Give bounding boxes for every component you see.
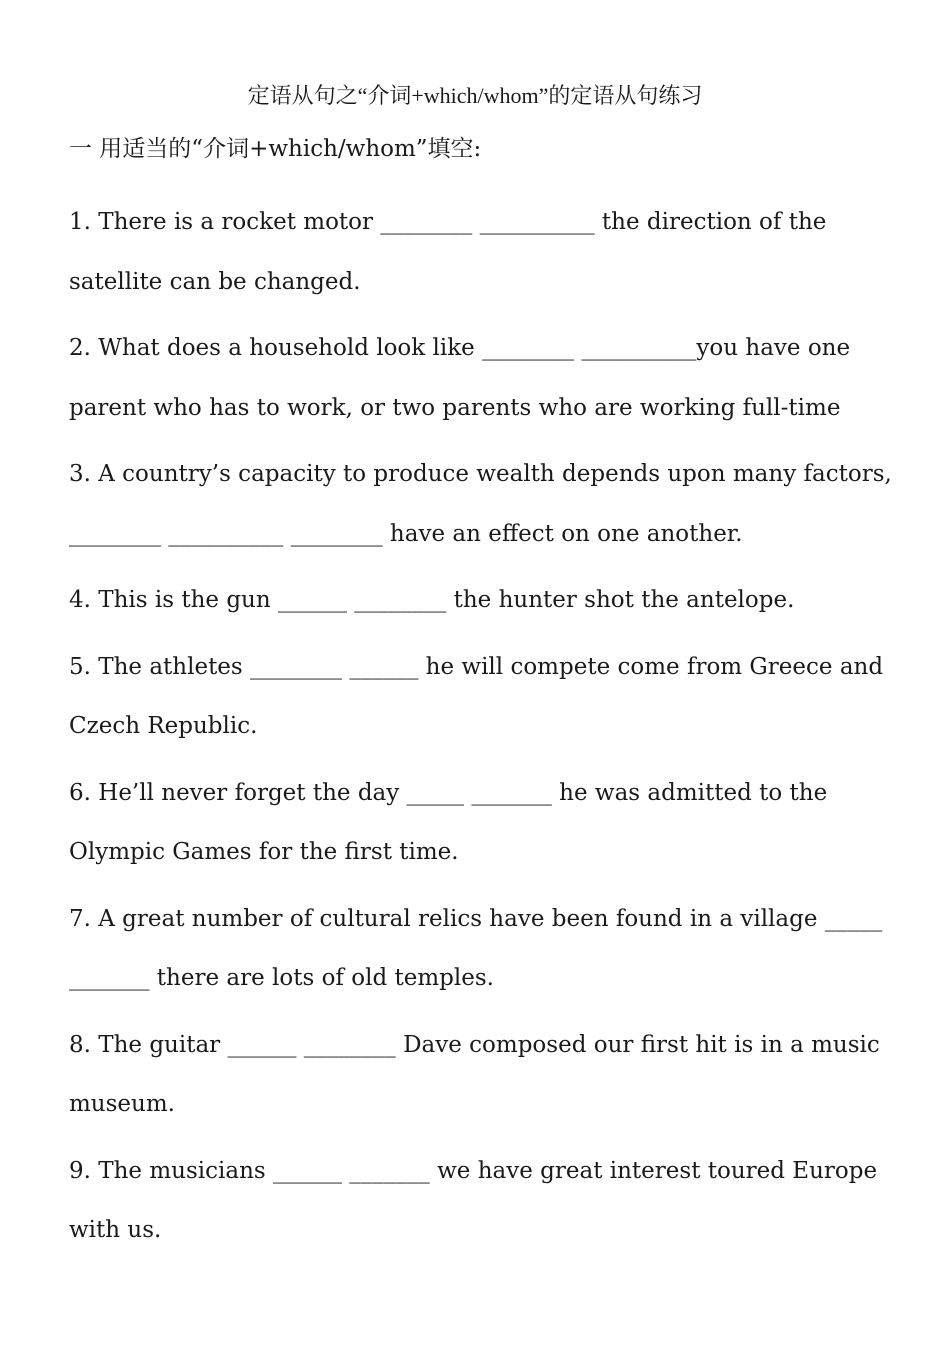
question-text-line: parent who has to work, or two parents who are working full-time [69, 394, 841, 421]
question-item [69, 890, 881, 1009]
question-item [69, 764, 881, 883]
question-text-line: 4. This is the gun ______ ________ the hunter shot the antelope. [69, 587, 795, 613]
question-text-line: museum. [69, 1091, 175, 1117]
question-item [69, 571, 881, 631]
question-item [69, 319, 881, 438]
question-text-line: 3. A country’s capacity to produce wealth depends upon many factors, [69, 461, 892, 487]
question-text-line: Olympic Games for the first time. [69, 839, 459, 865]
question-text-line: Czech Republic. [69, 713, 258, 739]
question-text-line: 1. There is a rocket motor ________ __________ the direction of the [69, 209, 827, 235]
question-item [69, 193, 881, 312]
instruction-heading: 一 用适当的“介词+which/whom”填空: [69, 136, 482, 162]
question-item [69, 445, 892, 564]
question-item [69, 1016, 881, 1135]
question-text-line: 9. The musicians ______ _______ we have great interest toured Europe [69, 1157, 878, 1184]
question-text-line: 5. The athletes ________ ______ he will compete come from Greece and [69, 653, 884, 680]
question-list [69, 193, 892, 1268]
question-text-line: 6. He’ll never forget the day _____ _______ he was admitted to the [69, 779, 828, 806]
question-text-line: ________ __________ ________ have an effect on one another. [69, 520, 743, 547]
question-text-line: 7. A great number of cultural relics have been found in a village _____ [69, 905, 883, 932]
question-text-line: 2. What does a household look like ________ __________you have one [69, 335, 851, 361]
page-title: 定语从句之“介词+which/whom”的定语从句练习 [247, 83, 703, 108]
question-text-line: _______ there are lots of old temples. [69, 965, 494, 991]
question-item [69, 1142, 881, 1261]
question-text-line: satellite can be changed. [69, 268, 361, 295]
question-item [69, 638, 884, 757]
question-text-line: with us. [69, 1217, 162, 1243]
question-text-line: 8. The guitar ______ ________ Dave composed our first hit is in a music [69, 1031, 880, 1058]
